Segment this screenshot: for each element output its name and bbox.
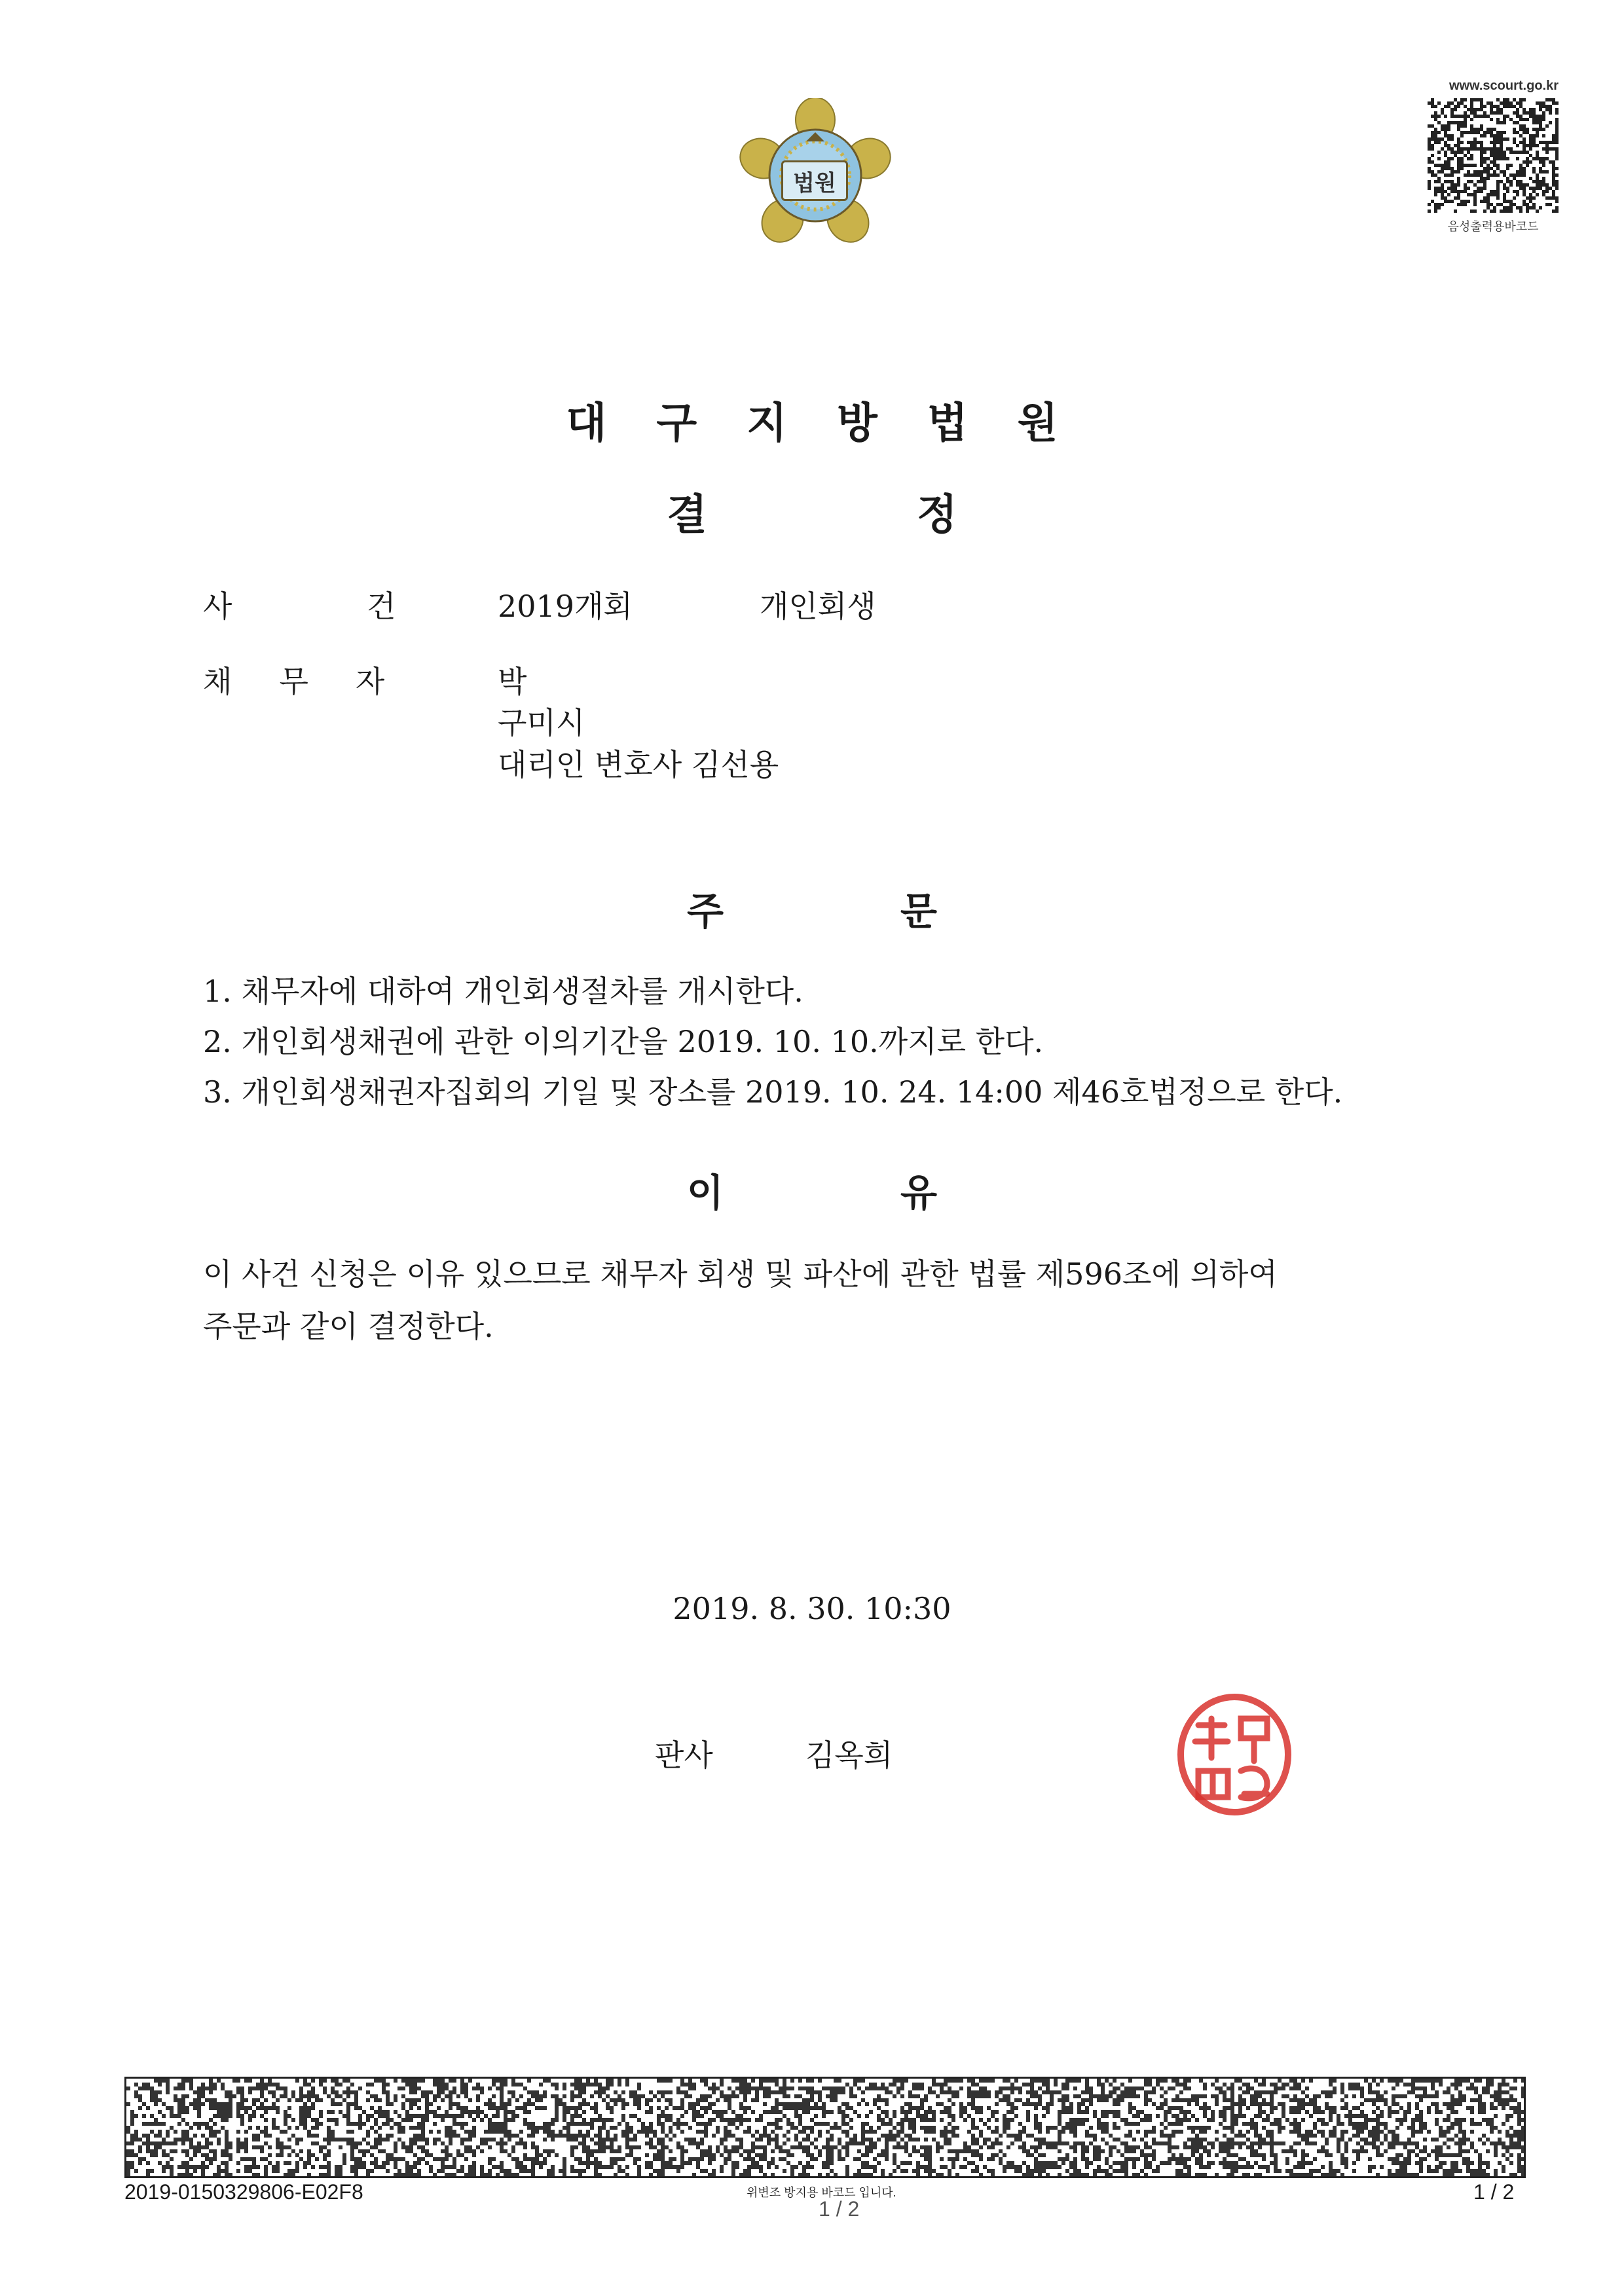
court-name-char: 원: [1017, 399, 1058, 448]
judge-signature-line: [655, 1732, 893, 1775]
qr-caption: 음성출력용바코드: [1447, 220, 1539, 233]
order-heading: [0, 881, 1624, 936]
voice-output-qr-code: [1428, 98, 1559, 213]
document-title: [0, 481, 1624, 541]
debtor-label-char: 자: [355, 664, 385, 699]
title-char: 결: [667, 490, 707, 539]
reason-heading: [0, 1162, 1624, 1217]
debtor-label: [203, 658, 432, 701]
decision-date: 2019. 8. 30. 10:30: [673, 1591, 951, 1626]
page-indicator: 1 / 2: [1473, 2180, 1515, 2204]
judge-name: 김옥희: [805, 1738, 893, 1773]
court-name-char: 지: [747, 399, 787, 448]
case-label-char: 건: [367, 589, 396, 624]
reason-heading-char: 이: [686, 1171, 724, 1215]
court-name: [0, 390, 1624, 450]
order-heading-char: 주: [686, 889, 724, 934]
barcode-caption: 위변조 방지용 바코드 입니다.: [747, 2186, 896, 2199]
debtor-label-char: 무: [279, 664, 308, 699]
anti-forgery-barcode: [124, 2077, 1526, 2178]
case-label-char: 사: [203, 589, 232, 624]
case-type: 개인회생: [760, 589, 876, 624]
court-name-char: 구: [656, 399, 697, 448]
court-name-char: 방: [837, 399, 877, 448]
court-name-char: 법: [927, 399, 968, 448]
case-number: 2019개회: [498, 589, 633, 624]
reason-text: 이 사건 신청은 이유 있으므로 채무자 회생 및 파산에 관한 법률 제596조에 의하여: [203, 1256, 1278, 1292]
case-label: [203, 583, 399, 626]
title-char: 정: [917, 490, 957, 539]
document-id: 2019-0150329806-E02F8: [124, 2180, 363, 2204]
reason-text: 주문과 같이 결정한다.: [203, 1309, 494, 1344]
debtor-name: 박: [498, 664, 527, 699]
court-name-char: 대: [566, 399, 607, 448]
judge-seal-stamp: [1172, 1689, 1297, 1820]
order-item: 2. 개인회생채권에 관한 이의기간을 2019. 10. 10.까지로 한다.: [203, 1024, 1044, 1059]
order-heading-char: 문: [900, 889, 938, 934]
page-indicator: 1 / 2: [819, 2197, 860, 2221]
debtor-label-char: 채: [203, 664, 232, 699]
debtor-agent: 대리인 변호사 김선용: [498, 747, 779, 782]
qr-url: www.scourt.go.kr: [1449, 79, 1559, 93]
judge-title: 판사: [655, 1738, 713, 1773]
emblem-label: 법원: [781, 160, 848, 201]
debtor-address: 구미시: [498, 705, 585, 740]
reason-heading-char: 유: [900, 1171, 938, 1215]
order-item: 3. 개인회생채권자집회의 기일 및 장소를 2019. 10. 24. 14:00 제46호법정으로 한다.: [203, 1074, 1343, 1110]
order-item: 1. 채무자에 대하여 개인회생절차를 개시한다.: [203, 974, 803, 1009]
